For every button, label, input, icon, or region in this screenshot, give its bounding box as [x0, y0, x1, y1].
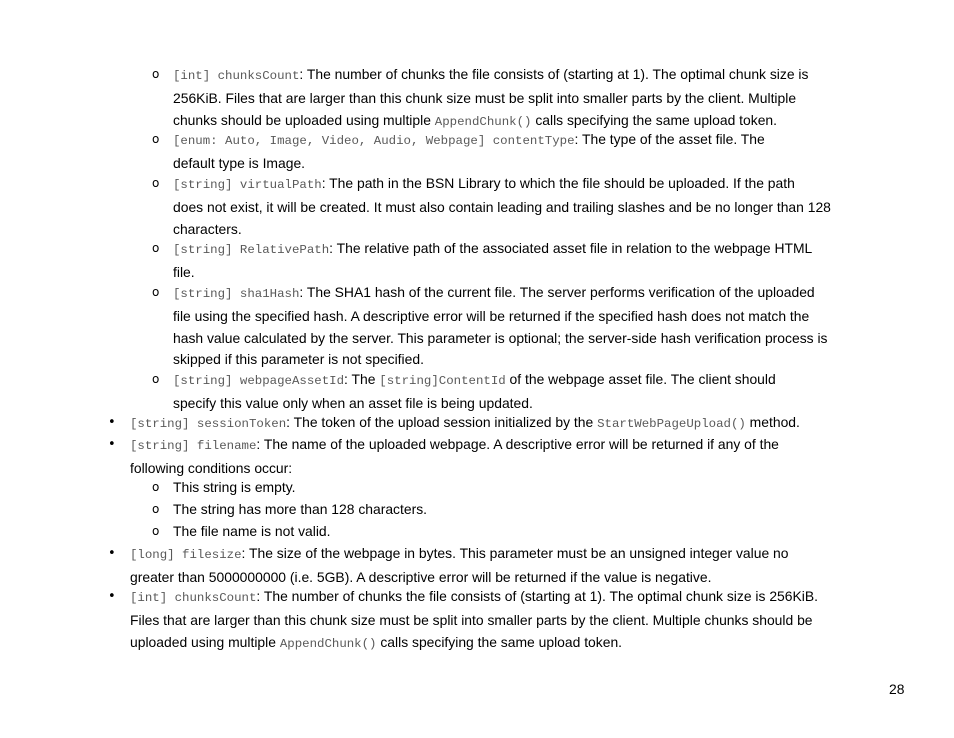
param-description: : The token of the upload session initialized by the	[286, 414, 598, 430]
sub-list-item-webpage-asset-id	[173, 369, 873, 415]
param-description-line: 256KiB. Files that are larger than this chunk size must be split into smaller parts by the client. Multiple	[173, 89, 797, 106]
page-number: 28	[889, 681, 905, 697]
sub-list-item-content-type	[173, 129, 873, 175]
param-description: : The name of the uploaded webpage. A descriptive error will be returned if any of the	[256, 436, 779, 452]
param-description-line: hash value calculated by the server. This parameter is optional; the server-side hash verification process is	[173, 329, 828, 346]
condition-text: The string has more than 128 characters.	[173, 501, 428, 517]
condition-item-invalid	[173, 521, 873, 543]
param-description-line: skipped if this parameter is not specified.	[173, 351, 424, 368]
list-item-chunks-count	[130, 586, 875, 655]
param-code: [int] chunksCount	[130, 591, 257, 605]
param-description: : The relative path of the associated asset file in relation to the webpage HTML	[329, 240, 813, 256]
param-description: : The size of the webpage in bytes. This parameter must be an unsigned integer value no	[241, 545, 789, 561]
sub-bullet-marker: o	[152, 285, 160, 299]
bullet-marker: •	[108, 437, 116, 452]
sub-bullet-marker: o	[152, 176, 160, 190]
inline-code: AppendChunk()	[434, 114, 532, 129]
sub-bullet-marker: o	[152, 372, 160, 386]
param-description: : The SHA1 hash of the current file. The server performs verification of the uploaded	[299, 284, 815, 300]
sub-list-item-relative-path	[173, 238, 873, 284]
bullet-marker: •	[108, 546, 116, 561]
sub-bullet-marker: o	[152, 502, 160, 516]
param-code: [long] filesize	[130, 548, 242, 562]
param-description-line: default type is Image.	[173, 154, 306, 171]
param-description-line: uploaded using multiple	[130, 633, 280, 650]
sub-list-item-sha1-hash	[173, 282, 873, 371]
param-code: [enum: Auto, Image, Video, Audio, Webpage] contentType	[173, 134, 575, 148]
condition-text: The file name is not valid.	[173, 523, 331, 539]
param-description: : The number of chunks the file consists of (starting at 1). The optimal chunk size is 256KiB.	[256, 588, 818, 604]
inline-code: AppendChunk()	[279, 636, 377, 651]
param-code: [string] filename	[130, 439, 257, 453]
sub-bullet-marker: o	[152, 67, 160, 81]
param-code: [string] sha1Hash	[173, 287, 300, 301]
sub-list-item-virtual-path	[173, 173, 873, 240]
inline-code: [string]ContentId	[379, 374, 506, 388]
param-description-line: Files that are larger than this chunk size must be split into smaller parts by the client. Multiple chunks should be	[130, 611, 813, 628]
bullet-marker: •	[108, 415, 116, 430]
sub-bullet-marker: o	[152, 480, 160, 494]
param-code: [string] virtualPath	[173, 178, 322, 192]
sub-bullet-marker: o	[152, 524, 160, 538]
sub-list-item-chunks-count	[173, 64, 873, 133]
param-description-line: file.	[173, 263, 195, 280]
param-description-line: chunks should be uploaded using multiple	[173, 111, 435, 128]
list-item-filename	[130, 434, 875, 480]
bullet-marker: •	[108, 589, 116, 604]
param-code: [string] webpageAssetId	[173, 374, 345, 388]
list-item-session-token	[130, 412, 875, 436]
param-description-line: characters.	[173, 220, 242, 237]
param-description-line: file using the specified hash. A descriptive error will be returned if the specified hash does not match the	[173, 307, 810, 324]
param-description: method.	[745, 414, 800, 430]
sub-bullet-marker: o	[152, 241, 160, 255]
param-description: : The	[344, 371, 380, 387]
param-code: [int] chunksCount	[173, 69, 300, 83]
param-description-line: does not exist, it will be created. It must also contain leading and trailing slashes and be no longer than 128	[173, 198, 831, 215]
param-description-line: specify this value only when an asset file is being updated.	[173, 394, 533, 411]
param-description-line: greater than 5000000000 (i.e. 5GB). A descriptive error will be returned if the value is negative.	[130, 568, 712, 585]
inline-code: StartWebPageUpload()	[597, 417, 746, 431]
param-description-line: calls specifying the same upload token.	[376, 633, 623, 650]
sub-bullet-marker: o	[152, 132, 160, 146]
param-description: : The number of chunks the file consists of (starting at 1). The optimal chunk size is	[299, 66, 809, 82]
condition-item-too-long	[173, 499, 873, 521]
param-description: of the webpage asset file. The client should	[505, 371, 776, 387]
param-description-line: following conditions occur:	[130, 459, 293, 476]
param-description: : The type of the asset file. The	[574, 131, 765, 147]
condition-item-empty	[173, 477, 873, 499]
param-description: : The path in the BSN Library to which the file should be uploaded. If the path	[321, 175, 795, 191]
param-code: [string] sessionToken	[130, 417, 287, 431]
condition-text: This string is empty.	[173, 479, 296, 495]
param-code: [string] RelativePath	[173, 243, 330, 257]
list-item-filesize	[130, 543, 875, 589]
param-description-line: calls specifying the same upload token.	[531, 111, 778, 128]
